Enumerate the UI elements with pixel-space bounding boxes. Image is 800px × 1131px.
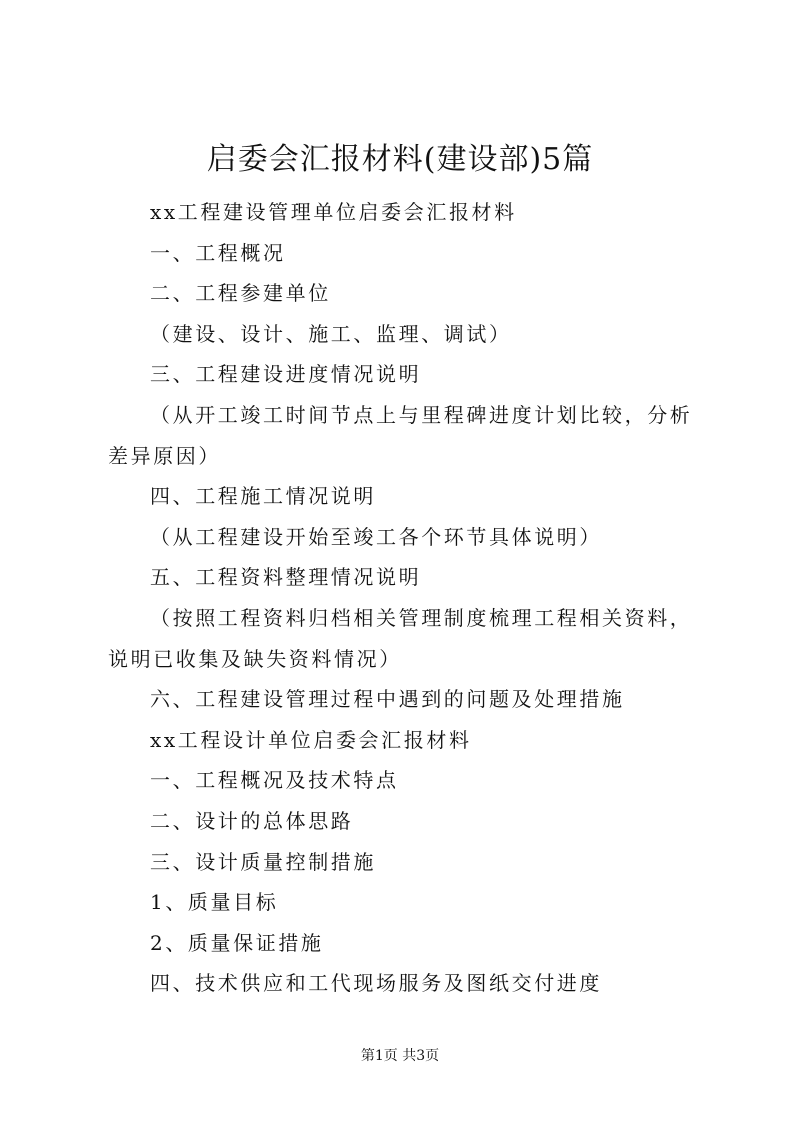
paragraph: 二、工程参建单位: [150, 281, 331, 306]
paragraph: 一、工程概况及技术特点: [150, 768, 399, 793]
document-body: [108, 192, 708, 1004]
paragraph: 四、技术供应和工代现场服务及图纸交付进度: [150, 971, 602, 996]
page-footer: 第1页 共3页: [360, 1048, 440, 1064]
paragraph: 五、工程资料整理情况说明: [150, 565, 422, 590]
document-title: 启委会汇报材料(建设部)5篇: [206, 142, 594, 177]
paragraph: 三、设计质量控制措施: [150, 849, 376, 874]
paragraph: 三、工程建设进度情况说明: [150, 362, 422, 387]
paragraph: xx工程设计单位启委会汇报材料: [150, 727, 472, 752]
paragraph: （从开工竣工时间节点上与里程碑进度计划比较，分析差异原因）: [108, 402, 693, 468]
paragraph: 六、工程建设管理过程中遇到的问题及处理措施: [150, 687, 625, 712]
paragraph: （按照工程资料归档相关管理制度梳理工程相关资料，说明已收集及缺失资料情况）: [108, 605, 693, 671]
paragraph: 二、设计的总体思路: [150, 808, 354, 833]
paragraph: （建设、设计、施工、监理、调试）: [150, 321, 512, 346]
paragraph: xx工程建设管理单位启委会汇报材料: [150, 200, 517, 224]
paragraph: 四、工程施工情况说明: [150, 484, 376, 509]
paragraph: 1、质量目标: [150, 890, 279, 915]
paragraph: 一、工程概况: [150, 240, 286, 265]
paragraph: （从工程建设开始至竣工各个环节具体说明）: [150, 524, 602, 549]
paragraph: 2、质量保证措施: [150, 930, 324, 955]
